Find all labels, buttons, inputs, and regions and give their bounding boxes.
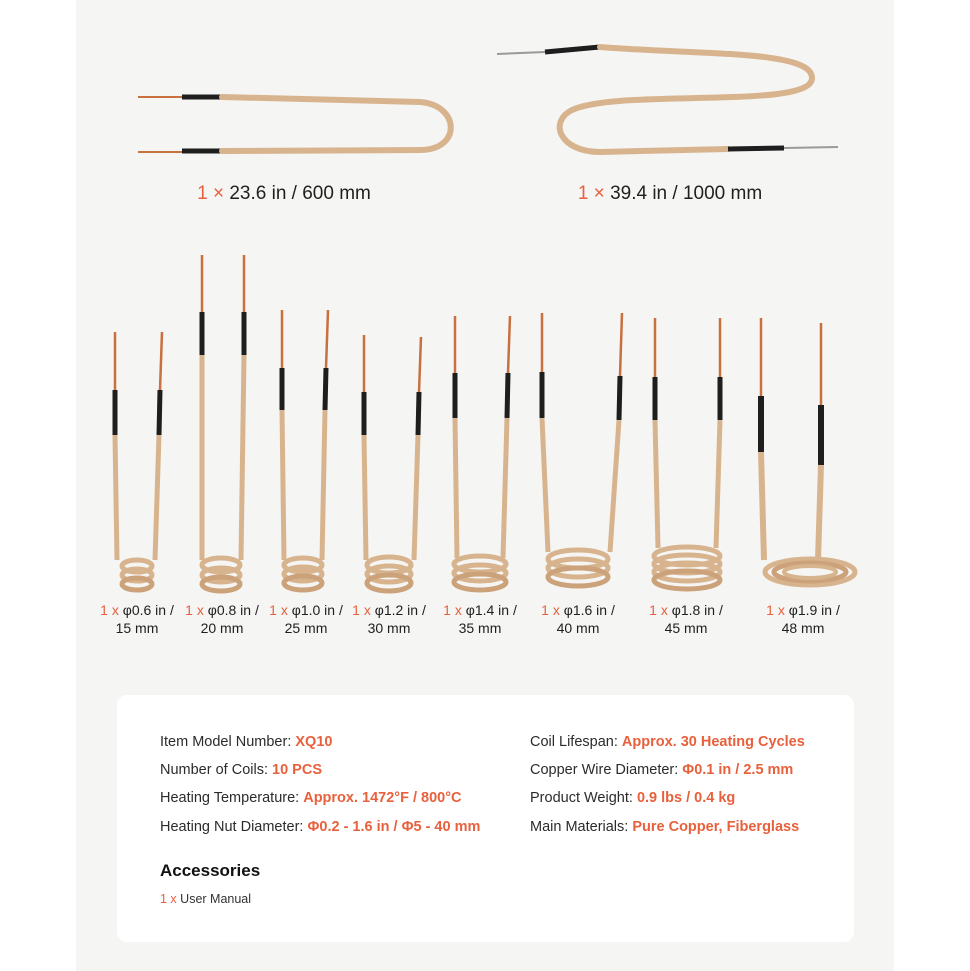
coil-caption-7: 1 x φ1.8 in / 45 mm [649, 602, 723, 636]
coil-48mm [761, 318, 855, 585]
specs-card [117, 695, 854, 942]
long-coil-caption-1 [134, 183, 434, 205]
spec-heating-nut-diameter: Heating Nut Diameter: Φ0.2 - 1.6 in / Φ5 - 40 mm [160, 819, 481, 835]
size: 39.4 in / 1000 mm [610, 183, 763, 204]
accessories-title: Accessories [160, 861, 261, 880]
coil-caption-3: 1 x φ1.0 in / 25 mm [269, 602, 343, 636]
spec-number-of-coils: Number of Coils: 10 PCS [160, 762, 322, 778]
coil-caption-6: 1 x φ1.6 in / 40 mm [541, 602, 615, 636]
coil-20mm [202, 255, 244, 591]
coil-45mm [654, 318, 720, 589]
coil-35mm [454, 316, 510, 590]
size: 23.6 in / 600 mm [229, 183, 371, 204]
coil-40mm [542, 313, 622, 586]
spec-heating-temperature: Heating Temperature: Approx. 1472°F / 800°C [160, 790, 462, 806]
coil-caption-5: 1 x φ1.4 in / 35 mm [443, 602, 517, 636]
qty: 1 × [577, 183, 605, 204]
qty: 1 × [197, 183, 225, 204]
spec-product-weight: Product Weight: 0.9 lbs / 0.4 kg [530, 790, 736, 806]
long-coil-caption-2 [520, 183, 820, 205]
coil-25mm [282, 310, 328, 590]
spec-coil-lifespan: Coil Lifespan: Approx. 30 Heating Cycles [530, 734, 805, 750]
coil-caption-8: 1 x φ1.9 in / 48 mm [766, 602, 840, 636]
spec-copper-wire-diameter: Copper Wire Diameter: Φ0.1 in / 2.5 mm [530, 762, 794, 778]
coil-caption-2: 1 x φ0.8 in / 20 mm [185, 602, 259, 636]
coil-30mm [364, 335, 421, 591]
coil-caption-4: 1 x φ1.2 in / 30 mm [352, 602, 426, 636]
spec-model-number: Item Model Number: XQ10 [160, 734, 333, 750]
long-coil-600mm [138, 97, 451, 152]
coil-15mm [115, 332, 162, 590]
long-coil-1000mm [497, 47, 838, 152]
accessory-item: 1 x User Manual [160, 892, 252, 906]
spec-main-materials: Main Materials: Pure Copper, Fiberglass [530, 819, 800, 835]
coil-caption-1: 1 x φ0.6 in / 15 mm [100, 602, 174, 636]
